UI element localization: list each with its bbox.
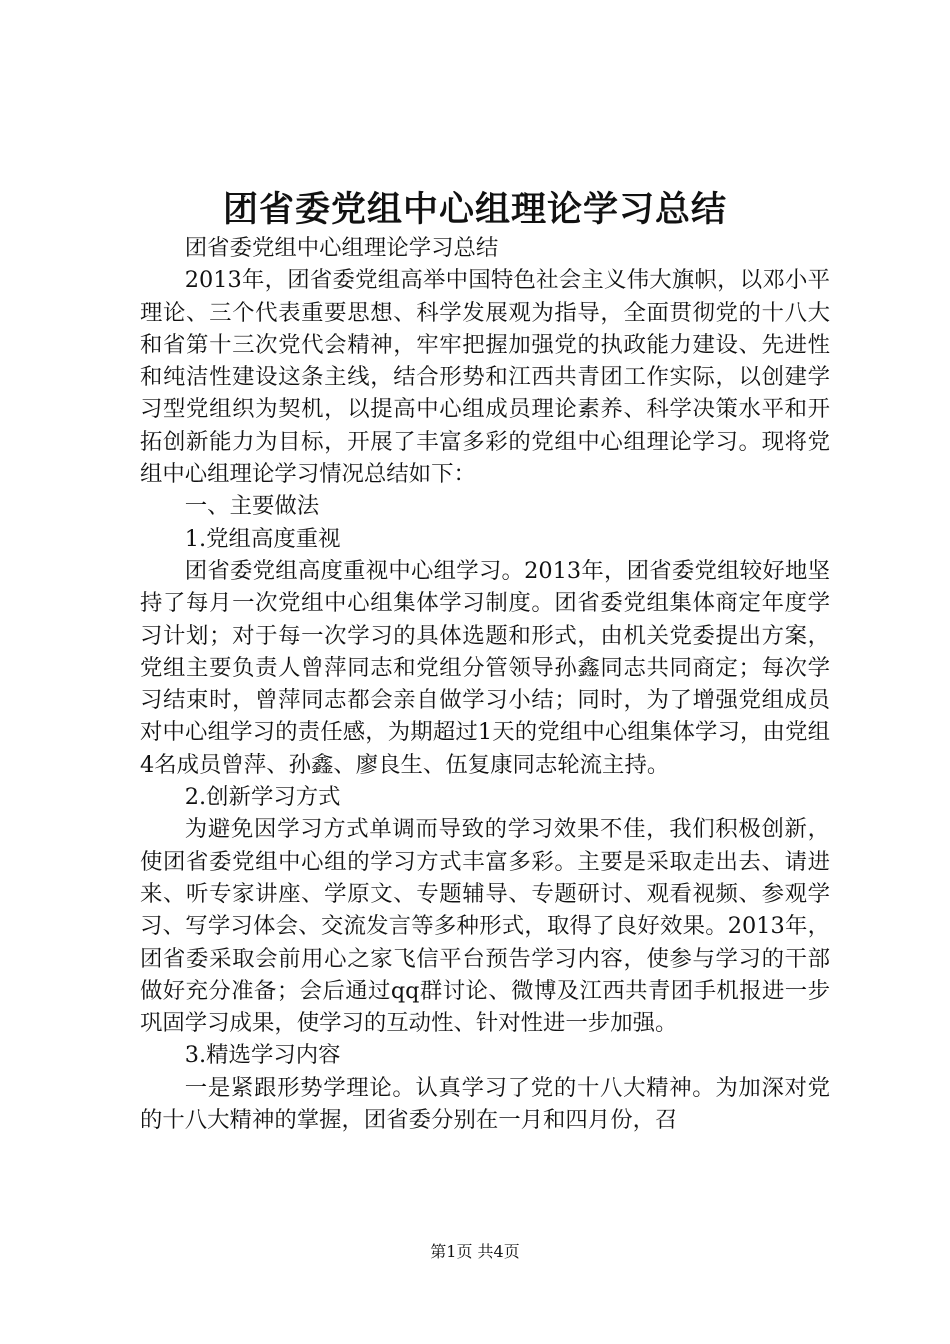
section-heading-main-practices: 一、主要做法 (184, 493, 320, 520)
document-body (140, 232, 830, 1136)
subheading-selected-content: 3.精选学习内容 (184, 1042, 341, 1069)
subheading-leadership-attention: 1.党组高度重视 (184, 525, 341, 552)
paragraph-intro: 2013年，团省委党组高举中国特色社会主义伟大旗帜，以邓小平理论、三个代表重要思想、科学发展观为指导，全面贯彻党的十八大和省第十三次党代会精神，牢牢把握加强党的执政能力建设、先进性和纯洁性建设这条主线，结合形势和江西共青团工作实际，以创建学习型党组织为契机，以提高中心组成员理论素养、科学决策水平和开拓创新能力为目标，开展了丰富多彩的党组中心组理论学习。现将党组中心组理论学习情况总结如下： (140, 267, 830, 488)
paragraph-leadership-attention: 团省委党组高度重视中心组学习。2013年，团省委党组较好地坚持了每月一次党组中心组集体学习制度。团省委党组集体商定年度学习计划；对于每一次学习的具体选题和形式，由机关党委提出方案，党组主要负责人曾萍同志和党组分管领导孙鑫同志共同商定；每次学习结束时，曾萍同志都会亲自做学习小结；同时，为了增强党组成员对中心组学习的责任感，为期超过1天的党组中心组集体学习，由党组4名成员曾萍、孙鑫、廖良生、伍复康同志轮流主持。 (140, 557, 830, 778)
subheading-innovative-methods: 2.创新学习方式 (184, 784, 341, 811)
page-number-footer: 第1页 共4页 (430, 1242, 520, 1261)
paragraph-selected-content: 一是紧跟形势学理论。认真学习了党的十八大精神。为加深对党的十八大精神的掌握，团省委分别在一月和四月份，召 (140, 1074, 830, 1134)
document-title: 团省委党组中心组理论学习总结 (222, 190, 727, 230)
paragraph-innovative-methods: 为避免因学习方式单调而导致的学习效果不佳，我们积极创新，使团省委党组中心组的学习方式丰富多彩。主要是采取走出去、请进来、听专家讲座、学原文、专题辅导、专题研讨、观看视频、参观学习、写学习体会、交流发言等多种形式，取得了良好效果。2013年，团省委采取会前用心之家飞信平台预告学习内容，使参与学习的干部做好充分准备；会后通过qq群讨论、微博及江西共青团手机报进一步巩固学习成果，使学习的互动性、针对性进一步加强。 (140, 816, 830, 1037)
paragraph-subtitle: 团省委党组中心组理论学习总结 (184, 235, 499, 261)
